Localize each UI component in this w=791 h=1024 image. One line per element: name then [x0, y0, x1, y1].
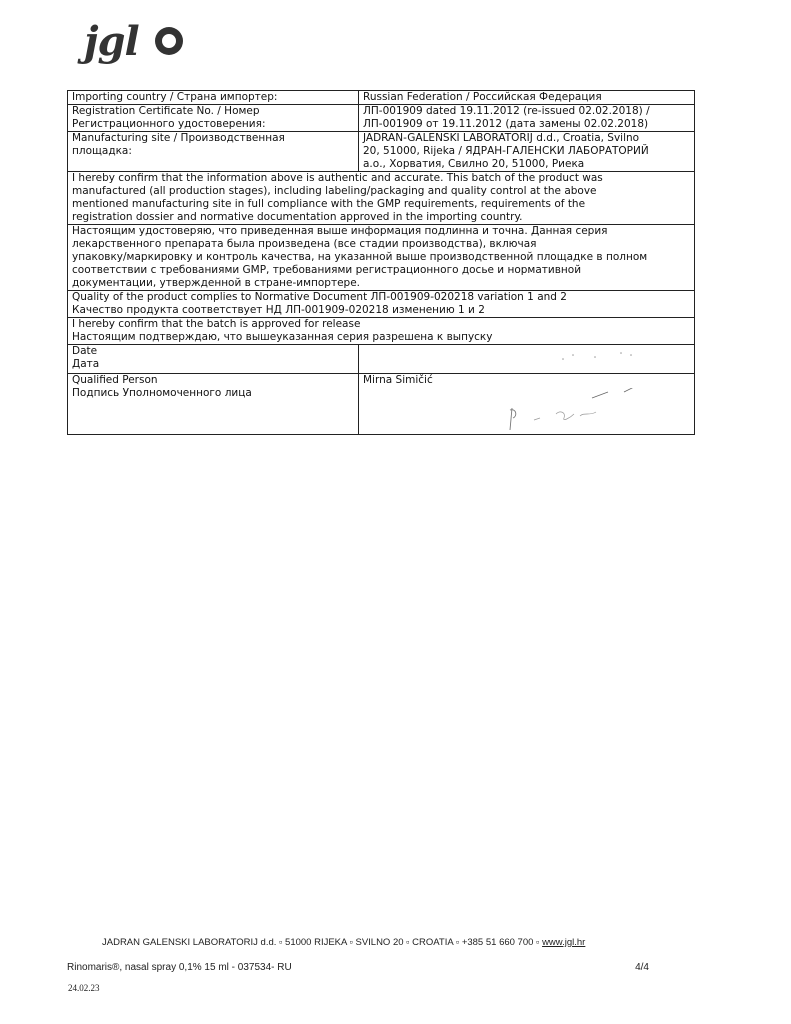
- logo-text: jgl: [84, 18, 139, 65]
- confirmation-english-text: I hereby confirm that the information above is authentic and accurate. This batch of the product was manufactured (all production stages), including labeling/packaging and quality control at the above mentioned manufacturing site in full compliance with the GMP requirements, requirements of the registration dossier and normative documentation approved in the importing country.: [68, 172, 695, 225]
- confirmation-russian-text: Настоящим удостоверяю, что приведенная выше информация подлинна и точна. Данная серия лекарственного препарата была произведена (все стадии производства), включая упаковку/маркировку и контроль качества, на указанной выше производственной площадке в полном соответствии с требованиями GMP, требованиями регистрационного досье и нормативной документации, утвержденной в стране-импортере.: [68, 225, 695, 291]
- manufacturing-site-row: [68, 132, 695, 172]
- qualified-person-row: [68, 374, 695, 435]
- qualified-person-label: Qualified Person Подпись Уполномоченного лица: [68, 374, 359, 435]
- registration-certificate-value: ЛП-001909 dated 19.11.2012 (re-issued 02.02.2018) / ЛП-001909 от 19.11.2012 (дата замены 02.02.2018): [359, 105, 695, 132]
- registration-certificate-row: [68, 105, 695, 132]
- footer-product-name: Rinomaris®, nasal spray 0,1% 15 ml - 037534- RU: [67, 962, 292, 973]
- qualified-person-value: [359, 374, 695, 435]
- registration-certificate-label: Registration Certificate No. / Номер Регистрационного удостоверения:: [68, 105, 359, 132]
- date-row: [68, 345, 695, 374]
- importing-country-value: Russian Federation / Российская Федерация: [359, 91, 695, 105]
- footer-company-address: [102, 937, 585, 948]
- footer-date: 24.02.23: [68, 983, 100, 993]
- release-approval-row: [68, 318, 695, 345]
- quality-compliance-row: [68, 291, 695, 318]
- certificate-table: [67, 90, 695, 435]
- manufacturing-site-label: Manufacturing site / Производственная площадка:: [68, 132, 359, 172]
- signature-icon: [504, 388, 654, 436]
- logo-swirl-icon: [152, 24, 186, 58]
- date-value: [359, 345, 695, 374]
- confirmation-russian-row: [68, 225, 695, 291]
- confirmation-english-row: [68, 172, 695, 225]
- date-label: Date Дата: [68, 345, 359, 374]
- faint-date-marks: [363, 345, 683, 369]
- qualified-person-name: Mirna Simičić: [363, 374, 433, 386]
- company-logo: [84, 18, 204, 74]
- footer-page-number: 4/4: [635, 962, 649, 973]
- importing-country-row: [68, 91, 695, 105]
- footer-website-link[interactable]: www.jgl.hr: [542, 937, 586, 948]
- footer-address-text: JADRAN GALENSKI LABORATORIJ d.d. ▫ 51000 RIJEKA ▫ SVILNO 20 ▫ CROATIA ▫ +385 51 660 700 ▫: [102, 937, 540, 948]
- importing-country-label: Importing country / Страна импортер:: [68, 91, 359, 105]
- release-approval-text: I hereby confirm that the batch is approved for release Настоящим подтверждаю, что вышеуказанная серия разрешена к выпуску: [68, 318, 695, 345]
- quality-compliance-text: Quality of the product complies to Normative Document ЛП-001909-020218 variation 1 and 2 Качество продукта соответствует НД ЛП-001909-020218 изменению 1 и 2: [68, 291, 695, 318]
- manufacturing-site-value: JADRAN-GALENSKI LABORATORIJ d.d., Croatia, Svilno 20, 51000, Rijeka / ЯДРАН-ГАЛЕНСКИ ЛАБОРАТОРИЙ а.о., Хорватия, Свилно 20, 51000, Риека: [359, 132, 695, 172]
